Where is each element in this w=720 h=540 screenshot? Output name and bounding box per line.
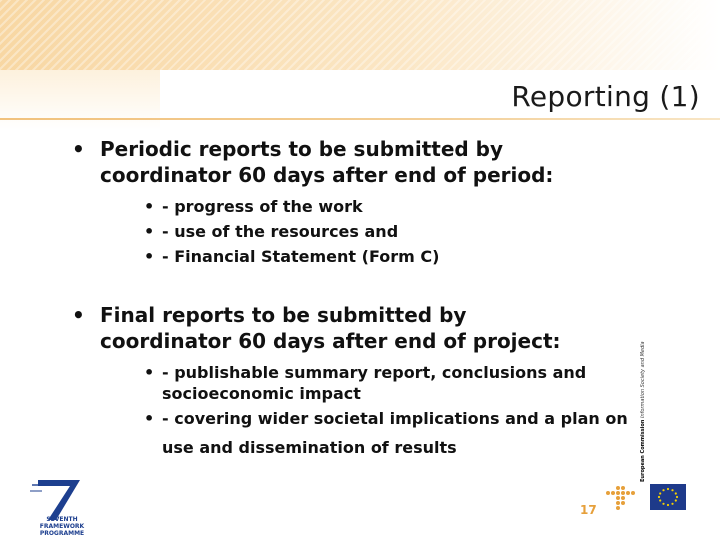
sub-bullet-dot: • <box>144 409 155 428</box>
list-item-text: - publishable summary report, conclusions and <box>162 363 587 382</box>
ist-dots-logo-icon <box>596 484 640 512</box>
list-item-continuation: use and dissemination of results <box>162 438 457 457</box>
bullet-text-line: coordinator 60 days after end of period: <box>100 163 554 187</box>
fp7-caption <box>34 516 90 537</box>
list-item <box>144 244 439 269</box>
slide-title: Reporting (1) <box>511 80 700 113</box>
sub-bullet-dot: • <box>144 363 155 382</box>
sub-bullet-dot: • <box>144 222 155 241</box>
list-item <box>144 194 439 219</box>
eu-flag-icon <box>650 484 686 510</box>
final-sub-list <box>144 362 689 458</box>
sub-bullet-dot: • <box>144 247 155 266</box>
fp7-caption-line: SEVENTH FRAMEWORK <box>39 516 85 530</box>
eu-commission-label: European Commission <box>640 419 646 482</box>
sub-bullet-dot: • <box>144 197 155 216</box>
bullet-periodic-reports <box>72 136 672 188</box>
list-item-text: - use of the resources and <box>162 222 399 241</box>
eu-vertical-label <box>640 341 654 482</box>
list-item-text: - progress of the work <box>162 197 363 216</box>
header-band <box>0 0 720 70</box>
eu-dg-label: Information Society and Media <box>640 341 646 418</box>
list-item-continuation: socioeconomic impact <box>162 384 361 403</box>
bullet-text-line: Periodic reports to be submitted by <box>100 137 504 161</box>
bullet-dot: • <box>72 303 85 327</box>
periodic-sub-list <box>144 194 439 269</box>
list-item <box>144 362 689 383</box>
fp7-caption-line: PROGRAMME <box>39 530 85 537</box>
list-item <box>144 219 439 244</box>
list-item-text: - Financial Statement (Form C) <box>162 247 440 266</box>
list-item <box>144 408 689 429</box>
bullet-final-reports <box>72 302 672 354</box>
bullet-dot: • <box>72 137 85 161</box>
page-number: 17 <box>580 503 597 517</box>
bullet-text-line: Final reports to be submitted by <box>100 303 467 327</box>
bullet-text-line: coordinator 60 days after end of project: <box>100 329 561 353</box>
title-divider <box>0 118 720 120</box>
header-fade <box>0 70 160 130</box>
list-item-text: - covering wider societal implications and a plan on <box>162 409 628 428</box>
